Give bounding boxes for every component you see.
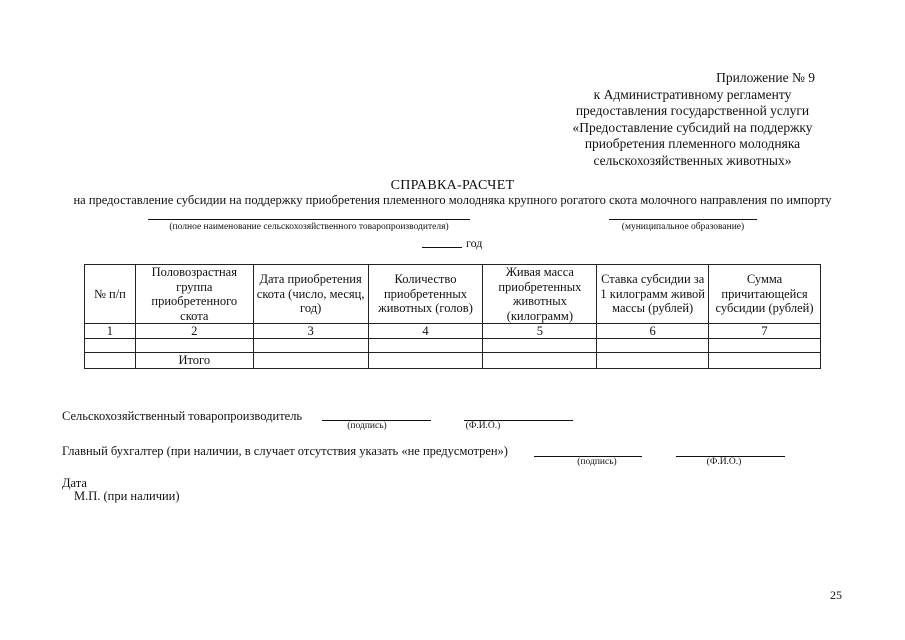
accountant-signature-label: Главный бухгалтер (при наличии, в случает отсутствия указать «не предусмотрен») [62, 444, 508, 458]
producer-name-caption: (полное наименование сельскохозяйственного товаропроизводителя) [169, 222, 449, 232]
column-number: 6 [597, 324, 709, 339]
table-row [85, 339, 821, 353]
producer-signature-caption: (подпись) [347, 421, 387, 431]
table-cell [85, 353, 136, 369]
column-number: 1 [85, 324, 136, 339]
table-cell [368, 353, 483, 369]
appendix-line: приобретения племенного молодняка [584, 136, 801, 151]
table-cell [253, 339, 368, 353]
appendix-line: «Предоставление субсидий на поддержку [572, 119, 813, 135]
year-label: год [466, 236, 483, 250]
table-cell [709, 339, 821, 353]
column-header: Ставка субсидии за 1 килограмм живой массы (рублей) [597, 265, 709, 324]
table-cell [597, 339, 709, 353]
accountant-name-signature-caption: (Ф.И.О.) [706, 457, 742, 467]
appendix-line: предоставления государственной услуги [575, 103, 810, 118]
table-cell [135, 339, 253, 353]
page-number: 25 [830, 588, 842, 602]
municipality-caption: (муниципальное образование) [621, 222, 745, 232]
producer-name-line [148, 219, 470, 220]
table-cell [709, 353, 821, 369]
table-cell [597, 353, 709, 369]
calculation-table [84, 264, 821, 369]
appendix-number: Приложение № 9 [716, 70, 815, 85]
column-number: 4 [368, 324, 483, 339]
total-label: Итого [135, 353, 253, 369]
column-number: 5 [483, 324, 597, 339]
column-header: Дата приобретения скота (число, месяц, год) [253, 265, 368, 324]
stamp-label: М.П. (при наличии) [74, 489, 180, 503]
appendix-line: к Административному регламенту [593, 86, 792, 102]
column-header: Живая масса приобретенных животных (килограмм) [483, 265, 597, 324]
column-header: Сумма причитающейся субсидии (рублей) [709, 265, 821, 324]
column-header: Количество приобретенных животных (голов) [368, 265, 483, 324]
document-subtitle: на предоставление субсидии на поддержку приобретения племенного молодняка крупного рогатого скота молочного направления по импорту [73, 193, 832, 207]
table-cell [85, 339, 136, 353]
document-title: СПРАВКА-РАСЧЕТ [390, 178, 515, 193]
municipality-line [609, 219, 757, 220]
table-cell [253, 353, 368, 369]
appendix-header [540, 70, 845, 169]
table-cell [483, 353, 597, 369]
table-cell [368, 339, 483, 353]
producer-signature-label: Сельскохозяйственный товаропроизводитель [62, 409, 303, 423]
column-header: Половозрастная группа приобретенного скота [135, 265, 253, 324]
column-header: № п/п [85, 265, 136, 324]
table-cell [483, 339, 597, 353]
accountant-signature-caption: (подпись) [577, 457, 617, 467]
date-label: Дата [62, 476, 87, 490]
column-number: 7 [709, 324, 821, 339]
total-row [85, 353, 821, 369]
column-number: 2 [135, 324, 253, 339]
table-header-row [85, 265, 821, 324]
column-number: 3 [253, 324, 368, 339]
year-line [422, 247, 462, 248]
producer-name-signature-caption: (Ф.И.О.) [465, 421, 501, 431]
column-number-row [85, 324, 821, 339]
appendix-line: сельскохозяйственных животных» [593, 152, 792, 168]
